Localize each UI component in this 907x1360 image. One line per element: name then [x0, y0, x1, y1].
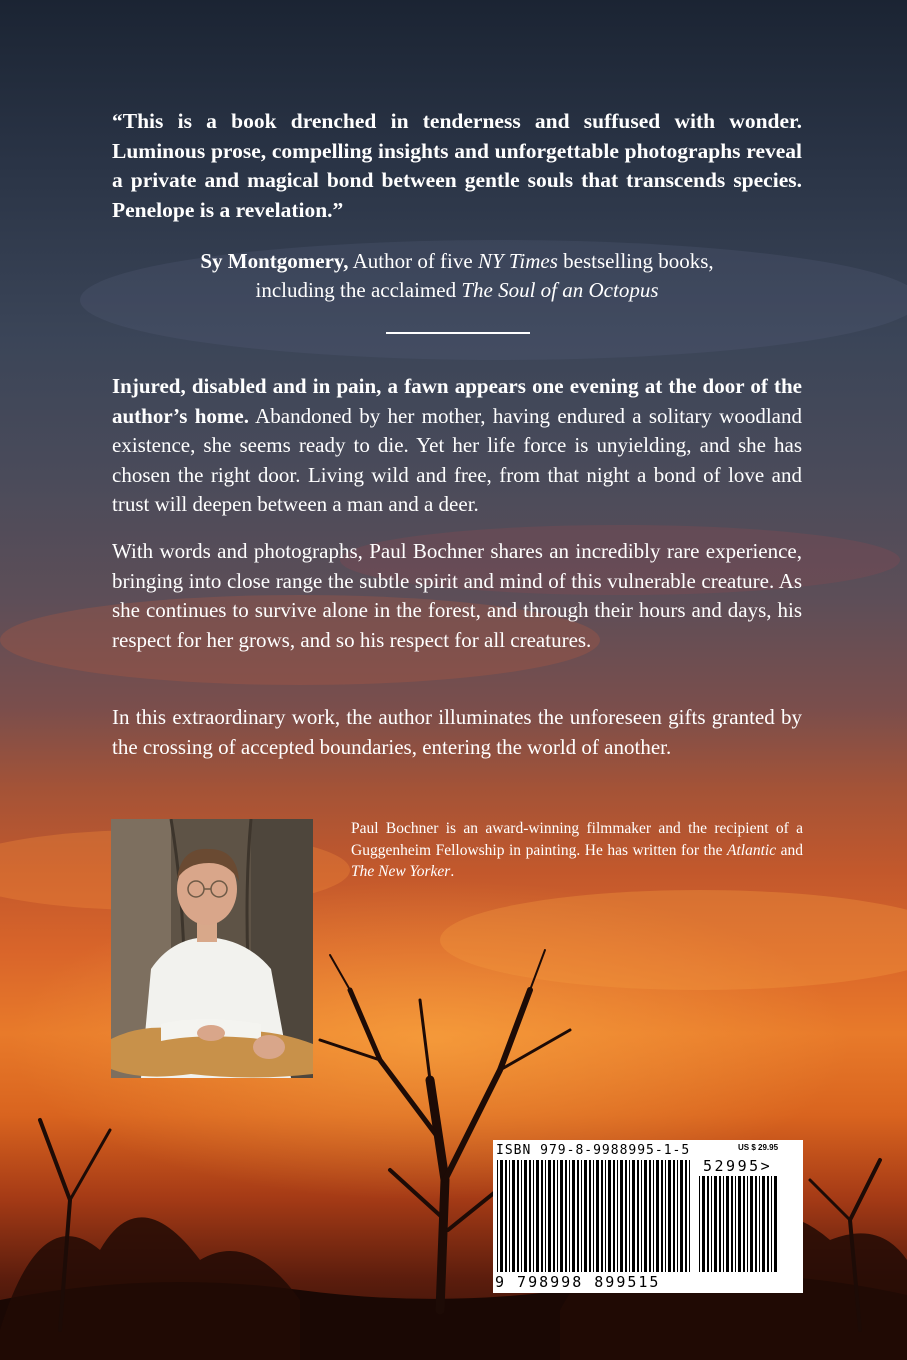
- barcode-bar: [533, 1160, 534, 1272]
- barcode-bar: [707, 1176, 709, 1272]
- barcode-bar: [545, 1160, 546, 1272]
- barcode-bar: [560, 1160, 563, 1272]
- barcode-bar: [589, 1160, 591, 1272]
- barcode-bar: [689, 1160, 690, 1272]
- description-paragraph-3: In this extraordinary work, the author illuminates the unforeseen gifts granted by the crossing of accepted boundaries, entering the world of another.: [112, 705, 802, 759]
- barcode-bar: [767, 1176, 769, 1272]
- attribution-text: Author of five: [348, 249, 478, 273]
- barcode-bar: [759, 1176, 760, 1272]
- isbn-number: ISBN 979-8-9988995-1-5: [496, 1143, 691, 1158]
- barcode-bar: [673, 1160, 675, 1272]
- barcode-bar: [699, 1176, 700, 1272]
- barcode-bar: [755, 1176, 757, 1272]
- barcode-bar: [617, 1160, 618, 1272]
- barcode-bar: [497, 1160, 498, 1272]
- barcode-bar: [762, 1176, 765, 1272]
- author-portrait-illustration: [111, 819, 313, 1078]
- bio-publication: Atlantic: [727, 841, 777, 859]
- barcode-bar: [548, 1160, 551, 1272]
- barcode-bar: [723, 1176, 724, 1272]
- barcode-bar: [521, 1160, 522, 1272]
- barcode-bar: [774, 1176, 777, 1272]
- quote-attribution: [112, 247, 802, 305]
- barcode-bar: [719, 1176, 721, 1272]
- ean-barcode-bars: [497, 1160, 693, 1272]
- attribution-text: bestselling books,: [557, 249, 714, 273]
- barcode-bar: [529, 1160, 531, 1272]
- description-paragraph-2: With words and photographs, Paul Bochner shares an incredibly rare experience, bringing into close range the subtle spirit and mind of this vulnerable creature. As she continues to survive alone in the forest, and through their hours and days, his respect for her grows, and so his respect for all creatures.: [112, 539, 802, 652]
- barcode-bar: [524, 1160, 527, 1272]
- bio-publication: The New Yorker: [351, 863, 451, 880]
- barcode-bar: [608, 1160, 611, 1272]
- attribution-line-2: [112, 276, 802, 305]
- author-photo: [111, 819, 313, 1078]
- barcode-bar: [738, 1176, 741, 1272]
- barcode-bar: [726, 1176, 729, 1272]
- addon-code: [703, 1157, 772, 1175]
- attribution-line-1: [112, 247, 802, 276]
- barcode-bar: [581, 1160, 582, 1272]
- barcode-bar: [668, 1160, 671, 1272]
- bio-text: .: [450, 863, 455, 880]
- barcode-bar: [596, 1160, 599, 1272]
- barcode-bar: [680, 1160, 683, 1272]
- barcode-bar: [661, 1160, 663, 1272]
- barcode-bar: [649, 1160, 651, 1272]
- barcode-bar: [620, 1160, 623, 1272]
- barcode-bar: [665, 1160, 666, 1272]
- barcode-bar: [685, 1160, 687, 1272]
- price-label: US $ 29.95: [738, 1143, 779, 1152]
- bio-text: Paul Bochner is an award-winning filmmaker and the recipient of a Guggenheim Fellowship in painting. He has written for the: [351, 820, 803, 859]
- barcode-bar: [509, 1160, 510, 1272]
- barcode-bar: [747, 1176, 748, 1272]
- barcode-bar: [512, 1160, 515, 1272]
- barcode-bar: [625, 1160, 627, 1272]
- barcode-bar: [731, 1176, 733, 1272]
- barcode-bar: [750, 1176, 753, 1272]
- barcode-bar: [565, 1160, 567, 1272]
- barcode-bar: [557, 1160, 558, 1272]
- addon-barcode-bars: [699, 1176, 779, 1272]
- barcode-bar: [505, 1160, 507, 1272]
- barcode-bar: [735, 1176, 736, 1272]
- description-paragraph-1: [112, 372, 802, 520]
- barcode-bar: [593, 1160, 594, 1272]
- barcode-bar: [577, 1160, 579, 1272]
- barcode-bar: [629, 1160, 630, 1272]
- barcode-bar: [572, 1160, 575, 1272]
- barcode-bar: [553, 1160, 555, 1272]
- attribution-book-title: The Soul of an Octopus: [461, 278, 659, 302]
- barcode-bar: [569, 1160, 570, 1272]
- bio-text: and: [776, 841, 803, 859]
- barcode-bar: [702, 1176, 705, 1272]
- barcode-bar: [584, 1160, 587, 1272]
- barcode-bar: [632, 1160, 635, 1272]
- barcode-bar: [644, 1160, 647, 1272]
- barcode-bar: [771, 1176, 772, 1272]
- barcode-bar: [714, 1176, 717, 1272]
- barcode-bar: [711, 1176, 712, 1272]
- barcode-bar: [653, 1160, 654, 1272]
- barcode-bar: [500, 1160, 503, 1272]
- description-body: Abandoned by her mother, having endured a solitary woodland existence, she seems ready to die. Yet her life force is unyielding, and she has chosen the right door. Living wild and free, from that night a bond of love and trust will deepen between a man and a deer.: [112, 403, 802, 516]
- barcode-bar: [637, 1160, 639, 1272]
- barcode-bar: [601, 1160, 603, 1272]
- endorsement-quote: “This is a book drenched in tenderness and suffused with wonder. Luminous prose, compelling insights and unforgettable photographs reveal a private and magical bond between gentle souls that transcends species. Penelope is a revelation.”: [112, 109, 802, 222]
- addon-number: 52995: [703, 1157, 761, 1175]
- addon-arrow: >: [760, 1157, 773, 1175]
- barcode-bar: [605, 1160, 606, 1272]
- divider-rule: [386, 332, 530, 334]
- attribution-text: including the acclaimed: [255, 278, 462, 302]
- barcode-bar: [677, 1160, 678, 1272]
- ean-digits: 9 798998 899515: [495, 1273, 661, 1291]
- author-bio: [351, 818, 803, 883]
- barcode-bar: [517, 1160, 519, 1272]
- barcode-bar: [656, 1160, 659, 1272]
- barcode-bar: [641, 1160, 642, 1272]
- endorser-name: Sy Montgomery,: [200, 249, 349, 273]
- barcode-bar: [541, 1160, 543, 1272]
- barcode-bar: [536, 1160, 539, 1272]
- description-lead: Injured, disabled and in pain, a fawn appears one evening at the door of the author’s home.: [112, 374, 802, 428]
- barcode-bar: [743, 1176, 745, 1272]
- attribution-italic: NY Times: [477, 249, 558, 273]
- isbn-barcode: [493, 1140, 803, 1293]
- barcode-bar: [613, 1160, 615, 1272]
